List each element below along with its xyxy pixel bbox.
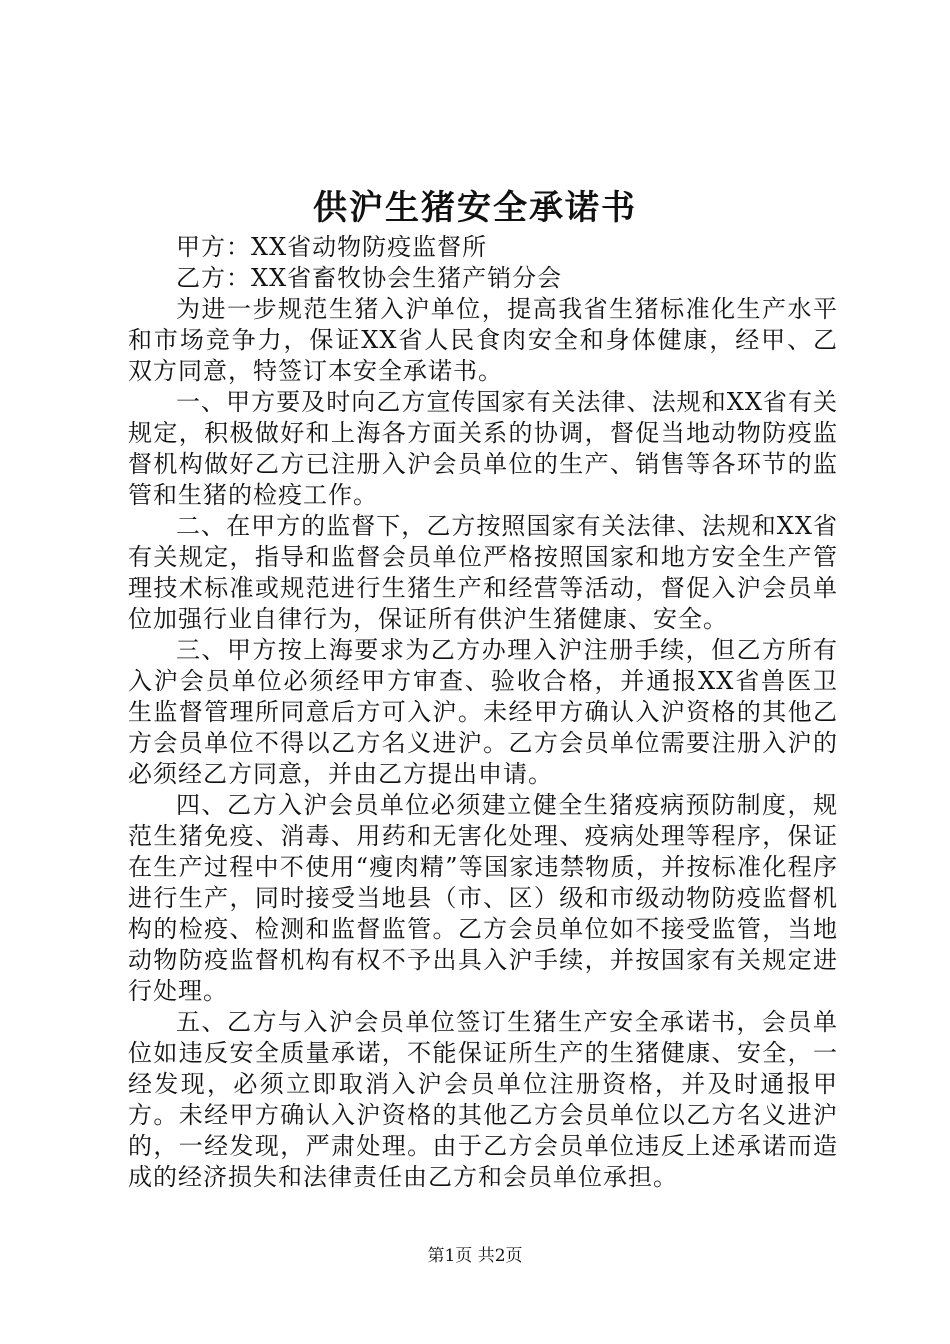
intro-paragraph: 为进一步规范生猪入沪单位，提高我省生猪标准化生产水平和市场竞争力，保证XX省人民食肉安全和身体健康，经甲、乙双方同意，特签订本安全承诺书。 xyxy=(128,295,838,385)
clause-3-paragraph: 三、甲方按上海要求为乙方办理入沪注册手续，但乙方所有入沪会员单位必须经甲方审查、验收合格，并通报XX省兽医卫生监督管理所同意后方可入沪。未经甲方确认入沪资格的其他乙方会员单位不得以乙方名义进沪。乙方会员单位需要注册入沪的必须经乙方同意，并由乙方提出申请。 xyxy=(128,636,838,788)
page-footer: 第1页 共2页 xyxy=(427,1246,523,1266)
clause-5-paragraph: 五、乙方与入沪会员单位签订生猪生产安全承诺书，会员单位如违反安全质量承诺，不能保证所生产的生猪健康、安全，一经发现，必须立即取消入沪会员单位注册资格，并及时通报甲方。未经甲方确认入沪资格的其他乙方会员单位以乙方名义进沪的，一经发现，严肃处理。由于乙方会员单位违反上述承诺而造成的经济损失和法律责任由乙方和会员单位承担。 xyxy=(128,1008,838,1191)
clause-1-paragraph: 一、甲方要及时向乙方宣传国家有关法律、法规和XX省有关规定，积极做好和上海各方面关系的协调，督促当地动物防疫监督机构做好乙方已注册入沪会员单位的生产、销售等各环节的监管和生猪的检疫工作。 xyxy=(128,388,838,509)
clause-4-paragraph: 四、乙方入沪会员单位必须建立健全生猪疫病预防制度，规范生猪免疫、消毒、用药和无害化处理、疫病处理等程序，保证在生产过程中不使用“瘦肉精”等国家违禁物质，并按标准化程序进行生产，同时接受当地县（市、区）级和市级动物防疫监督机构的检疫、检测和监督监管。乙方会员单位如不接受监管，当地动物防疫监督机构有权不予出具入沪手续，并按国家有关规定进行处理。 xyxy=(128,791,838,1005)
document-title: 供沪生猪安全承诺书 xyxy=(313,188,637,228)
clause-2-paragraph: 二、在甲方的监督下，乙方按照国家有关法律、法规和XX省有关规定，指导和监督会员单位严格按照国家和地方安全生产管理技术标准或规范进行生猪生产和经营等活动，督促入沪会员单位加强行业自律行为，保证所有供沪生猪健康、安全。 xyxy=(128,512,838,633)
party-b-line: 乙方：XX省畜牧协会生猪产销分会 xyxy=(176,264,563,292)
document-body xyxy=(128,232,838,1193)
party-a-line: 甲方：XX省动物防疫监督所 xyxy=(176,233,488,261)
